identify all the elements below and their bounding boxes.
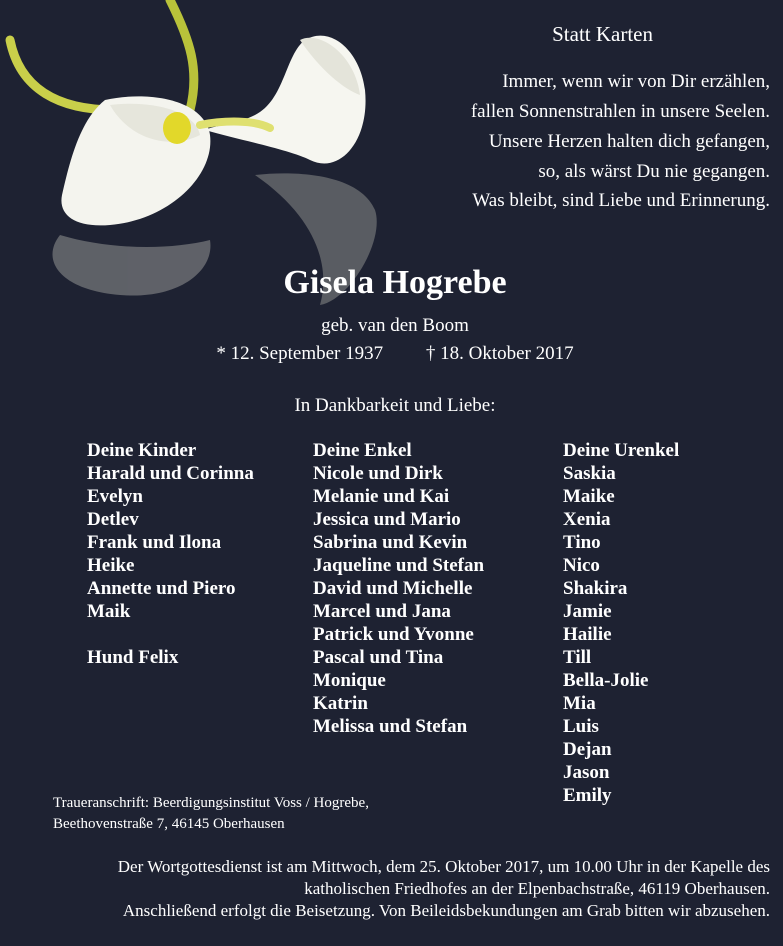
service-line: katholischen Friedhofes an der Elpenbachstraße, 46119 Oberhausen. xyxy=(304,879,770,898)
family-member: Evelyn xyxy=(87,486,143,507)
family-member: David und Michelle xyxy=(313,578,473,599)
family-member: Hailie xyxy=(563,624,612,645)
poem-line: Immer, wenn wir von Dir erzählen, xyxy=(502,71,770,92)
family-member: Jaqueline und Stefan xyxy=(313,555,485,576)
family-member: Patrick und Yvonne xyxy=(313,624,474,645)
family-member: Melissa und Stefan xyxy=(313,716,468,737)
family-member: Xenia xyxy=(563,509,611,530)
family-member: Jessica und Mario xyxy=(313,509,461,530)
address-line: Beethovenstraße 7, 46145 Oberhausen xyxy=(53,816,285,832)
family-member: Nicole und Dirk xyxy=(313,463,443,484)
family-member: Mia xyxy=(563,693,596,714)
family-member: Sabrina und Kevin xyxy=(313,532,468,553)
poem-line: Was bleibt, sind Liebe und Erinnerung. xyxy=(472,190,770,211)
mourning-address xyxy=(53,793,369,835)
family-member: Saskia xyxy=(563,463,616,484)
poem-line: fallen Sonnenstrahlen in unsere Seelen. xyxy=(470,101,770,122)
death-date: 18. Oktober 2017 xyxy=(440,343,574,364)
family-member: Bella-Jolie xyxy=(563,670,649,691)
grandchildren-column xyxy=(313,439,484,738)
family-member: Melanie und Kai xyxy=(313,486,450,507)
family-member: Detlev xyxy=(87,509,139,530)
family-member: Nico xyxy=(563,555,600,576)
family-member: Hund Felix xyxy=(87,647,179,668)
column-heading: Deine Kinder xyxy=(87,440,197,461)
family-member: Heike xyxy=(87,555,135,576)
spacer xyxy=(87,623,254,646)
statt-karten-heading: Statt Karten xyxy=(552,22,653,46)
birth-date: 12. September 1937 xyxy=(230,343,384,364)
family-member: Maike xyxy=(563,486,615,507)
birth-name: geb. van den Boom xyxy=(321,315,469,336)
family-member: Pascal und Tina xyxy=(313,647,444,668)
deceased-name: Gisela Hogrebe xyxy=(283,264,507,301)
death-symbol: † xyxy=(425,343,436,364)
family-member: Shakira xyxy=(563,578,628,599)
family-member: Tino xyxy=(563,532,601,553)
address-line: Traueranschrift: Beerdigungsinstitut Voss / Hogrebe, xyxy=(53,795,369,811)
service-line: Anschließend erfolgt die Beisetzung. Von Beileidsbekundungen am Grab bitten wir abzusehen. xyxy=(122,901,770,920)
column-heading: Deine Urenkel xyxy=(563,440,680,461)
life-dates xyxy=(0,343,783,365)
family-member: Jamie xyxy=(563,601,612,622)
family-member: Marcel und Jana xyxy=(313,601,451,622)
family-member: Dejan xyxy=(563,739,612,760)
family-member: Till xyxy=(563,647,592,668)
service-line: Der Wortgottesdienst ist am Mittwoch, dem 25. Oktober 2017, um 10.00 Uhr in der Kapelle des xyxy=(117,857,770,876)
children-column xyxy=(87,439,254,669)
poem-line: so, als wärst Du nie gegangen. xyxy=(538,161,770,182)
thanks-line: In Dankbarkeit und Liebe: xyxy=(294,395,496,416)
family-member: Monique xyxy=(313,670,386,691)
birth-symbol: * xyxy=(216,343,226,364)
column-heading: Deine Enkel xyxy=(313,440,412,461)
family-member: Maik xyxy=(87,601,131,622)
family-member: Frank und Ilona xyxy=(87,532,222,553)
family-member: Annette und Piero xyxy=(87,578,236,599)
family-member: Jason xyxy=(563,762,610,783)
service-notice xyxy=(118,856,770,922)
great-grandchildren-column xyxy=(563,439,679,807)
family-member: Luis xyxy=(563,716,599,737)
family-member: Katrin xyxy=(313,693,368,714)
family-member: Harald und Corinna xyxy=(87,463,254,484)
family-member: Emily xyxy=(563,785,612,806)
poem-line: Unsere Herzen halten dich gefangen, xyxy=(488,131,770,152)
